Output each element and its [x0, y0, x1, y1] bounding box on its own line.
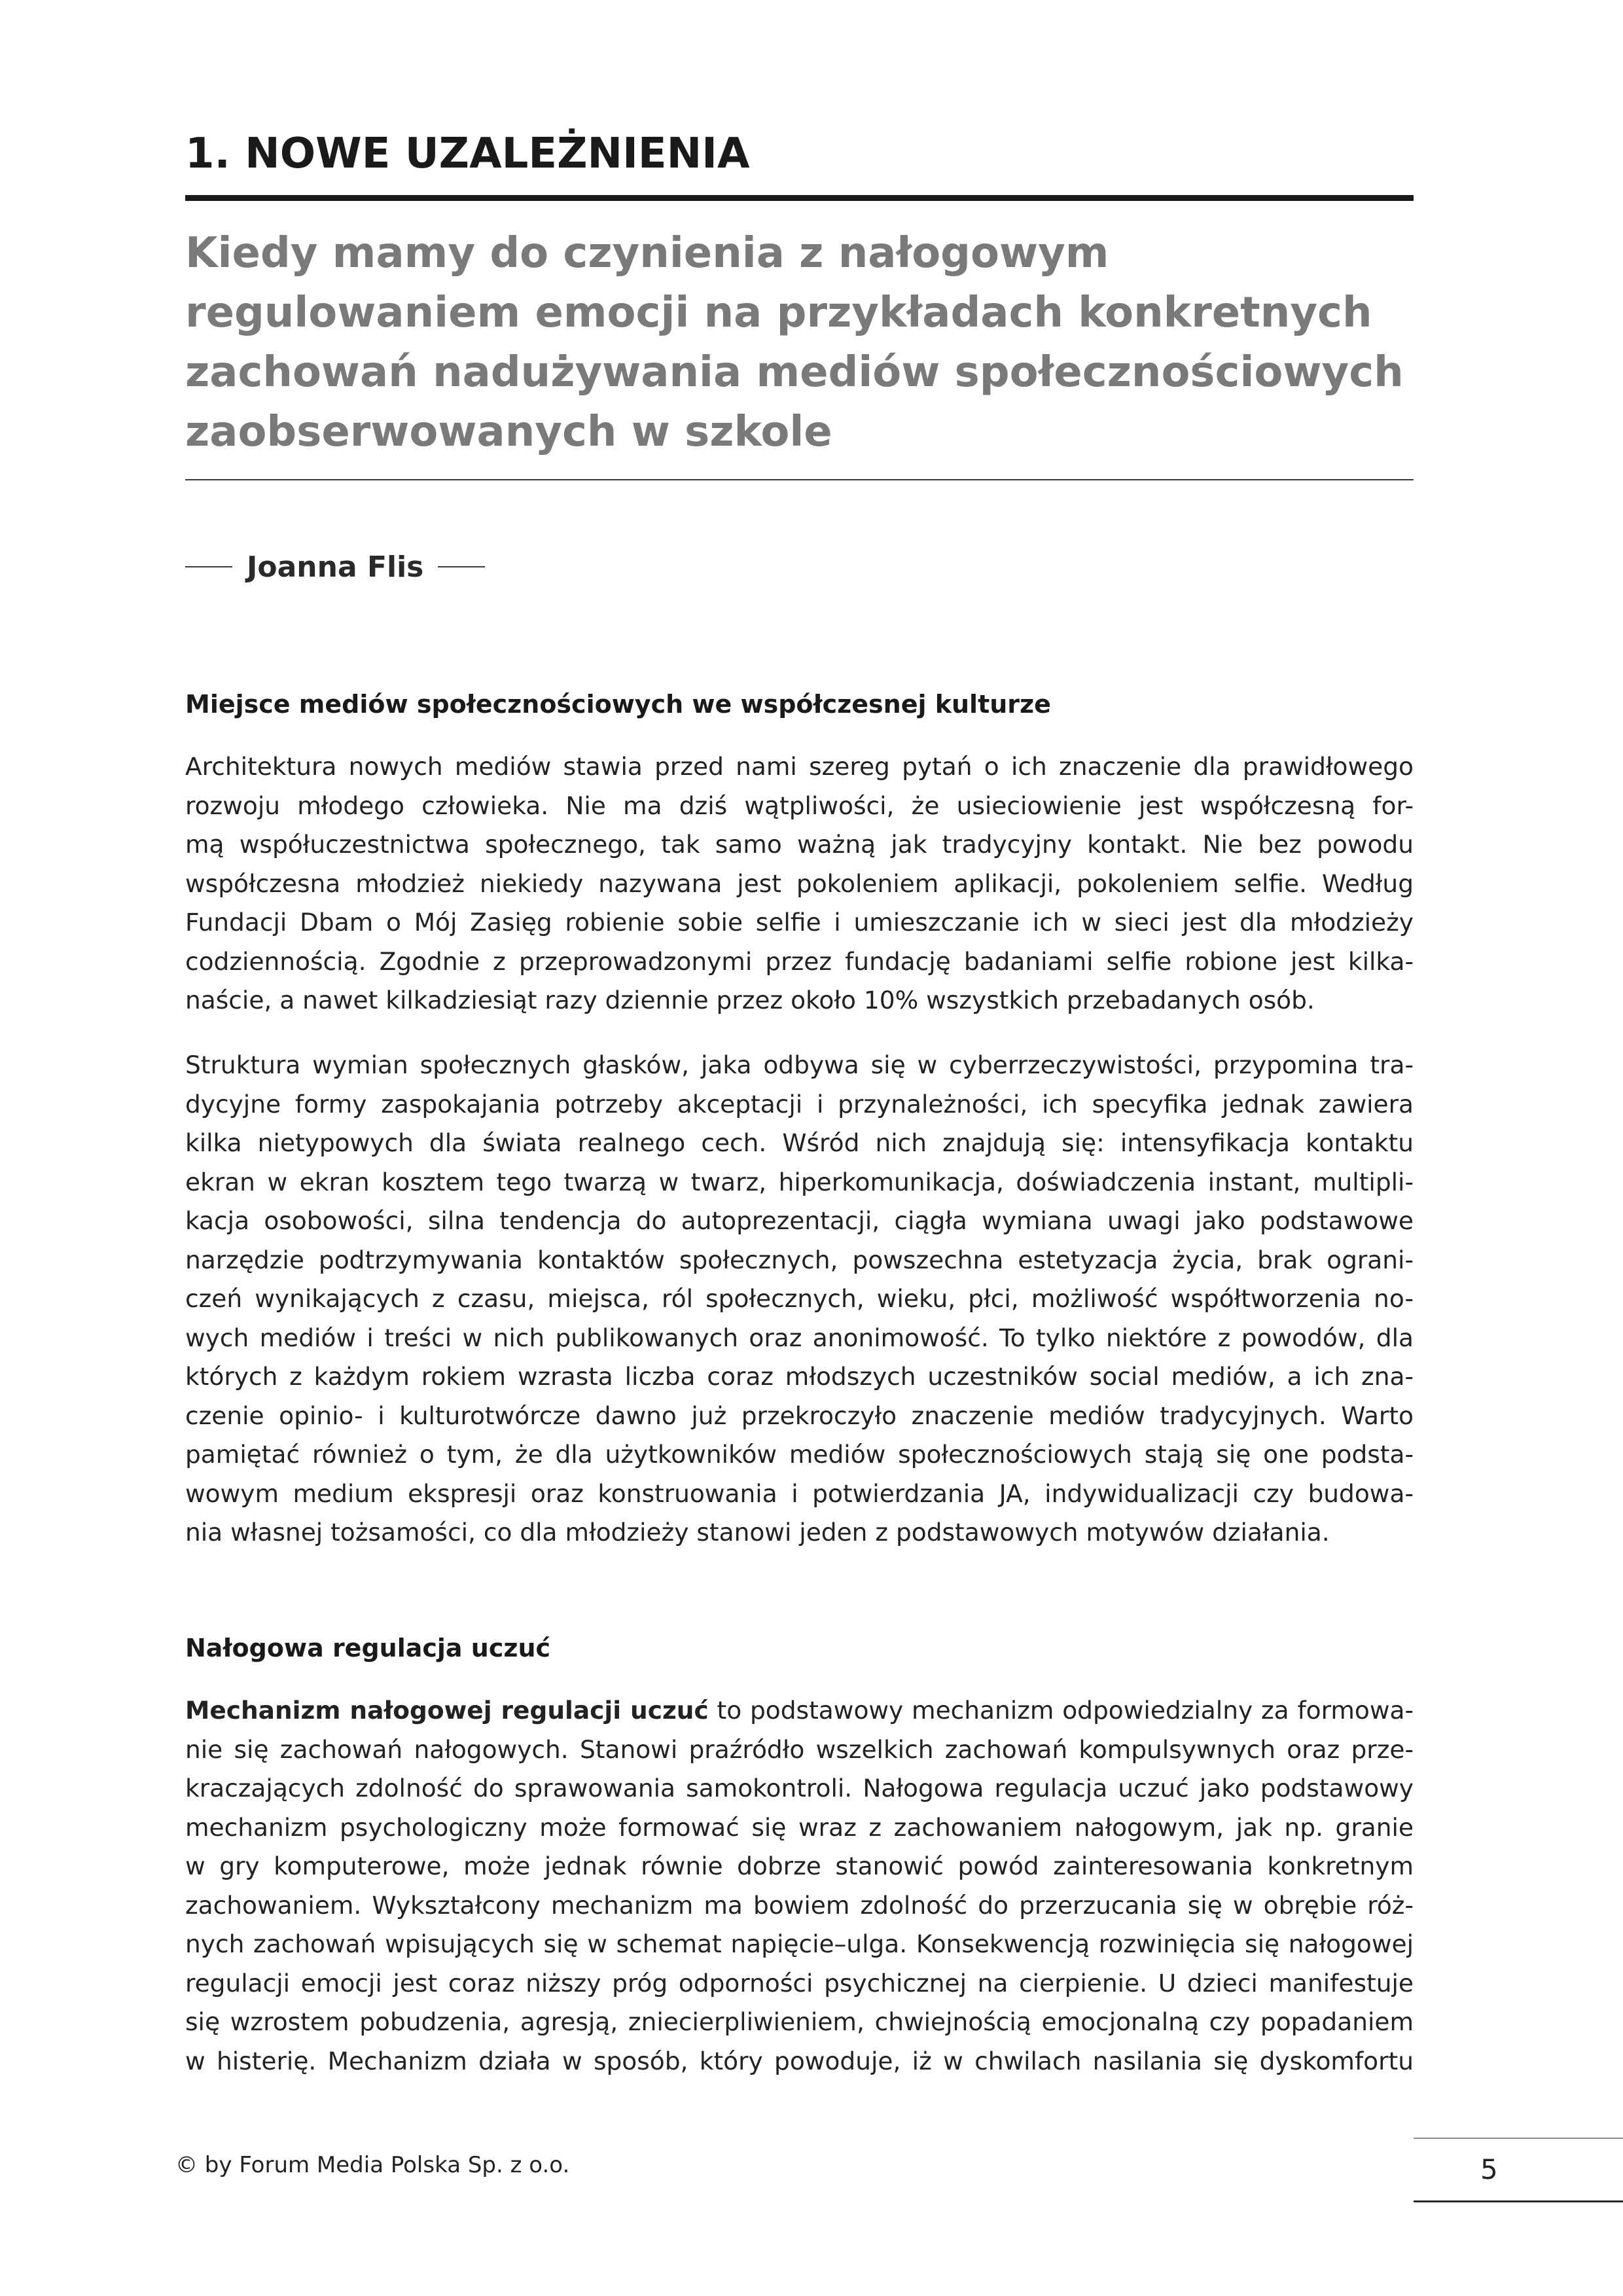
paragraph — [185, 1046, 1414, 1552]
text-line: Architektura nowych mediów stawia przed nami szereg pytań o ich znaczenie dla prawidłowego — [185, 752, 1414, 781]
text-line: nie się zachowań nałogowych. Stanowi praźródło wszelkich zachowań kompulsywnych oraz prze- — [185, 1734, 1414, 1764]
section-heading: Miejsce mediów społecznościowych we współczesnej kulturze — [185, 690, 1051, 719]
text-line: mechanizm psychologiczny może formować się wraz z zachowaniem nałogowym, jak np. granie — [185, 1812, 1414, 1842]
text-line: ekran w ekran kosztem tego twarzą w twarz, hiperkomunikacja, doświadczenia instant, multipli- — [185, 1167, 1414, 1196]
subtitle-line: regulowaniem emocji na przykładach konkretnych — [185, 289, 1372, 337]
text-line: nia własnej tożsamości, co dla młodzieży stanowi jeden z podstawowych motywów działania. — [185, 1518, 1330, 1547]
text-line: naście, a nawet kilkadziesiąt razy dziennie przez około 10% wszystkich przebadanych osób. — [185, 986, 1315, 1014]
article-subtitle — [185, 224, 1414, 462]
footer-copyright: © by Forum Media Polska Sp. z o.o. — [175, 2152, 570, 2178]
text-line: kacja osobowości, silna tendencja do autoprezentacji, ciągła wymiana uwagi jako podstawowe — [185, 1206, 1414, 1235]
author-name: Joanna Flis — [247, 550, 424, 584]
author-dash-left — [185, 566, 232, 567]
text-line: Fundacji Dbam o Mój Zasięg robienie sobie selfie i umieszczanie ich w sieci jest dla młodzieży — [185, 908, 1414, 937]
text-line: czeń wynikających z czasu, miejsca, ról społecznych, wieku, płci, możliwość współtworzenia no- — [185, 1284, 1414, 1313]
text-line: regulacji emocji jest coraz niższy próg odporności psychicznej na cierpienie. U dzieci manifestuje — [185, 1968, 1414, 1998]
chapter-title: 1. NOWE UZALEŻNIENIA — [185, 130, 750, 178]
subtitle-line: Kiedy mamy do czynienia z nałogowym — [185, 229, 1109, 278]
text-line: mą współuczestnictwa społecznego, tak samo ważną jak tradycyjny kontakt. Nie bez powodu — [185, 830, 1414, 859]
text-line: nych zachowań wpisujących się w schemat napięcie–ulga. Konsekwencją rozwinięcia się nałogowej — [185, 1929, 1414, 1958]
text-line: wowym medium ekspresji oraz konstruowania i potwierdzania JA, indywidualizacji czy budowa- — [185, 1479, 1414, 1508]
subtitle-line: zachowań nadużywania mediów społecznościowych — [185, 348, 1404, 397]
text-line: zachowaniem. Wykształcony mechanizm ma bowiem zdolność do przerzucania się w obrębie róż- — [185, 1890, 1414, 1920]
text-line: wych mediów i treści w nich publikowanych oraz anonimowość. To tylko niektóre z powodów, dla — [185, 1323, 1414, 1352]
text-line: w gry komputerowe, może jednak równie dobrze stanowić powód zainteresowania konkretnym — [185, 1852, 1414, 1880]
subtitle-rule — [185, 479, 1414, 480]
paragraph — [185, 747, 1414, 1020]
text-line: czenie opinio- i kulturotwórcze dawno już przekroczyło znaczenie mediów tradycyjnych. Warto — [185, 1401, 1414, 1430]
text-line: codziennością. Zgodnie z przeprowadzonymi przez fundację badaniami selfie robione jest kilka- — [185, 946, 1414, 976]
text-line: Struktura wymian społecznych głasków, jaka odbywa się w cyberrzeczywistości, przypomina tra- — [185, 1050, 1414, 1079]
text-line — [185, 1691, 1414, 1731]
author-dash-right — [438, 566, 485, 567]
text-line: współczesna młodzież niekiedy nazywana jest pokoleniem aplikacji, pokoleniem selfie. Według — [185, 869, 1414, 898]
text-line: narzędzie podtrzymywania kontaktów społecznych, powszechna estetyzacja życia, brak ograni- — [185, 1245, 1414, 1274]
lead-rest: to podstawowy mechanizm odpowiedzialny za formowa- — [708, 1696, 1414, 1725]
page-number: 5 — [1480, 2153, 1498, 2185]
text-line: kraczających zdolność do sprawowania samokontroli. Nałogowa regulacja uczuć jako podstawowy — [185, 1774, 1414, 1803]
text-line: dycyjne formy zaspokajania potrzeby akceptacji i przynależności, ich specyfika jednak zawiera — [185, 1089, 1414, 1119]
footer-rule-top — [1414, 2138, 1623, 2139]
subtitle-line: zaobserwowanych w szkole — [185, 408, 832, 456]
chapter-title-rule — [185, 195, 1414, 201]
author-byline — [185, 547, 485, 586]
text-line: w histerię. Mechanizm działa w sposób, który powoduje, iż w chwilach nasilania się dyskomfortu — [185, 2046, 1414, 2075]
text-line: kilka nietypowych dla świata realnego cech. Wśród nich znajdują się: intensyfikacja kontaktu — [185, 1128, 1414, 1157]
section-heading: Nałogowa regulacja uczuć — [185, 1634, 551, 1662]
footer-rule-bottom — [1414, 2200, 1623, 2202]
text-line: się wzrostem pobudzenia, agresją, zniecierpliwieniem, chwiejnością emocjonalną czy popadaniem — [185, 2007, 1414, 2036]
lead-term: Mechanizm nałogowej regulacji uczuć — [185, 1696, 709, 1725]
paragraph — [185, 1691, 1414, 2081]
text-line: pamiętać również o tym, że dla użytkowników mediów społecznościowych stają się one podsta- — [185, 1440, 1414, 1469]
text-line: których z każdym rokiem wzrasta liczba coraz młodszych uczestników social mediów, a ich zna- — [185, 1362, 1414, 1391]
text-line: rozwoju młodego człowieka. Nie ma dziś wątpliwości, że usieciowienie jest współczesną for- — [185, 791, 1414, 820]
